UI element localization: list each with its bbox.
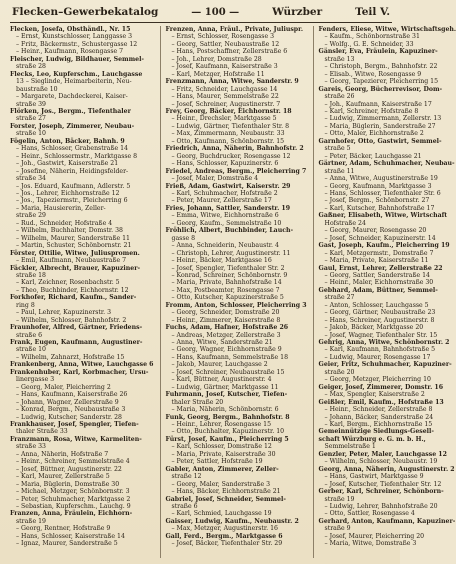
- directory-subentry: straße 19: [324, 495, 355, 503]
- directory-entry: Frankenhuber, Karl, Korbmacher, Ursu-: [10, 368, 149, 376]
- directory-subentry: – Paul, Lehrer, Kapuzinerstr. 3: [16, 309, 112, 317]
- directory-subentry: – Joh., Gastwirt, Kaiserstraße 21: [16, 160, 119, 168]
- directory-entry: Gareis, Georg, Bücherrevisor, Dom-: [318, 85, 443, 93]
- directory-subentry: – Michael, Metzger, Schönbornstr. 3: [16, 488, 130, 496]
- directory-entry: Fürst, Josef, Kaufm., Pleicherring 5: [165, 435, 289, 443]
- directory-entry: Förster, Ottilie, Witwe, Juliuspromen.: [10, 249, 140, 257]
- directory-entry: Garnhofer, Otto, Gastwirt, Semmel-: [318, 137, 442, 145]
- header-right-section: Teil V.: [355, 6, 390, 18]
- directory-subentry: – Ludwig, Maurer, Rosengasse 17: [324, 353, 431, 361]
- directory-entry: Friedel, Andreas, Bergm., Pleicherring 7: [165, 167, 307, 175]
- directory-subentry: – Otto, Sattler, Rosengasse 4: [324, 510, 415, 518]
- directory-subentry: – Ludwig, Gärtner, Tiefenthaler Str. 8: [171, 122, 290, 130]
- directory-subentry: – Maria, Private, Bahnhofstraße 14: [171, 279, 282, 287]
- column-1: [10, 26, 154, 558]
- directory-subentry: – Karl, Maurer, Zellerstraße 5: [16, 473, 110, 481]
- directory-subentry: straße 10: [16, 130, 46, 138]
- directory-subentry: – Hans, Schlosser, Tiefenthaler Str. 6: [324, 189, 441, 197]
- directory-subentry: – Sebastian, Kupferschm., Lauchg. 9: [16, 503, 131, 510]
- directory-entry: Geißler, Emil, Kaufm., Hofstraße 13: [318, 398, 444, 406]
- directory-entry: Gall, Ferd., Bergm., Marktgasse 6: [165, 532, 283, 540]
- directory-subentry: – Jos. Eduard, Kaufmann, Adlerstr. 5: [16, 182, 131, 190]
- directory-subentry: – Karl, Büttner, Augustinerstr. 4: [171, 376, 272, 384]
- directory-subentry: straße 28: [16, 63, 46, 71]
- directory-subentry: – Georg, Maler, Sanderstraße 3: [171, 480, 271, 488]
- directory-entry: Geier, Fritz, Schuhmacher, Kapuziner-: [318, 361, 452, 369]
- directory-subentry: – Karl, Schmied, Lauchgasse 19: [171, 510, 272, 518]
- directory-entry: Gehrig, Anna, Witwe, Schönbornstr. 2: [318, 339, 450, 347]
- directory-subentry: – Jakob, Bäcker, Marktgasse 20: [324, 324, 424, 332]
- directory-subentry: – Wilhelm, Maurer, Sanderstraße 11: [16, 234, 130, 242]
- directory-subentry: straße 33: [16, 443, 46, 451]
- directory-subentry: – Anna, Witwe, Augustinerstraße 19: [324, 175, 438, 183]
- directory-entry: Frey, Georg, Bäcker, Eichhornstr. 18: [165, 107, 292, 115]
- directory-subentry: – Heinr., Maler, Eichhornstraße 30: [324, 279, 434, 287]
- directory-subentry: straße 18: [16, 271, 46, 279]
- directory-subentry: – Wilhelm, Buchhalter, Domstr. 38: [16, 227, 123, 235]
- directory-entry: Franzen, Anna, Fräulein, Eichhorn-: [10, 510, 133, 518]
- directory-entry: Frieß, Adam, Gastwirt, Kaiserstr. 29: [165, 182, 291, 190]
- directory-subentry: – Josef, Kutscher, Tiefenthaler Str. 12: [324, 480, 442, 488]
- directory-subentry: straße 26: [324, 93, 355, 101]
- columns: [10, 26, 456, 558]
- directory-entry: Frenzen, Anna, Fräul., Private, Juliuspr.: [165, 26, 303, 33]
- directory-subentry: Hofstraße 24: [324, 219, 366, 227]
- column-2: [160, 26, 307, 558]
- directory-entry: Gerhard, Anton, Kaufmann, Kapuziner-: [318, 517, 456, 525]
- directory-subentry: – Hans, Kaufmann, Kaiserstraße 26: [16, 391, 128, 399]
- directory-subentry: – Wolfg., G. E. Schneider, 33: [324, 40, 414, 48]
- directory-subentry: straße 20: [324, 368, 355, 376]
- directory-subentry: straße 6: [171, 503, 198, 510]
- directory-subentry: – Karl, Zeichner, Rosenbachstr. 5: [16, 279, 120, 287]
- directory-entry: Gabriel, Josef, Schneider, Semmel-: [165, 495, 286, 503]
- directory-entry: Fröhlich, Albert, Buchbinder, Lauch-: [165, 227, 294, 235]
- directory-subentry: – Josef, Maurer, Pleicherring 20: [324, 532, 425, 540]
- directory-subentry: – Wilhelm, Zahnarzt, Hofstraße 15: [16, 353, 125, 361]
- directory-subentry: – Georg, Maurer, Rosengasse 20: [324, 227, 427, 235]
- directory-entry: Gebhard, Adam, Büttner, Semmel-: [318, 286, 438, 294]
- directory-subentry: ring 8: [16, 301, 35, 309]
- directory-subentry: – Josef, Büttner, Augustinerstr. 22: [16, 465, 122, 473]
- directory-subentry: – Konrad, Bergm., Neubaustraße 3: [16, 406, 126, 414]
- header-left-title: Flecken–Gewerbekatalog: [12, 6, 159, 18]
- directory-subentry: – Heinr., Drechsler, Marktgasse 5: [171, 115, 277, 123]
- header-rule: [10, 22, 392, 23]
- directory-subentry: – Hans, Schlosser, Grabenstraße 14: [16, 145, 128, 153]
- directory-subentry: – Karl, Schuhmacher, Hofstraße 2: [171, 189, 278, 197]
- directory-entry: Frank, Eugen, Kaufmann, Augustiner-: [10, 339, 143, 347]
- directory-subentry: – Wilhelm, Schlosser, Neubaustr. 19: [324, 458, 438, 466]
- directory-subentry: – Karl, Kaufmann, Bahnhofstraße 5: [324, 346, 436, 354]
- directory-entry: Fäckler, Albrecht, Brauer, Kapuziner-: [10, 264, 141, 272]
- directory-subentry: – Ludwig, Zimmermann, Zellerstr. 13: [324, 115, 442, 123]
- directory-entry: Friedrich, Anna, Näherin, Bahnhofstr. 2: [165, 145, 304, 153]
- directory-subentry: straße 29: [16, 212, 46, 220]
- directory-subentry: – Max, Zimmermann, Neubaustr. 33: [171, 130, 285, 138]
- directory-subentry: – Maria, Büglerin, Domstraße 30: [16, 480, 120, 488]
- directory-subentry: – Max, Spengler, Kaiserstraße 2: [324, 391, 425, 399]
- directory-subentry: – Christoph, Lehrer, Augustinerstr. 11: [171, 249, 291, 257]
- directory-subentry: – Georg, Kaufmann, Marktgasse 3: [324, 182, 432, 190]
- directory-subentry: – Georg, Metzger, Pleicherring 10: [324, 376, 431, 384]
- directory-subentry: – Hans, Postschaffner, Zellerstraße 6: [171, 48, 288, 56]
- directory-subentry: – Karl, Bergm., Eichhornstraße 15: [324, 421, 433, 429]
- directory-subentry: – Josef, Bergm., Schönbornstr. 27: [324, 197, 430, 205]
- directory-entry: Frankhauser, Josef, Spengler, Tiefen-: [10, 421, 139, 429]
- directory-subentry: – Hans, Gastwirt, Marktgasse 9: [324, 473, 424, 481]
- directory-entry: Fögelin, Anton, Bäcker, Bahnh. 9: [10, 137, 125, 145]
- directory-subentry: – Heinr., Kaufmann, Rosengasse 7: [16, 48, 124, 56]
- directory-subentry: – Maria, Witwe, Domstraße 3: [324, 540, 417, 548]
- directory-subentry: – Ignaz, Maurer, Sanderstraße 5: [16, 540, 118, 548]
- directory-subentry: – Maria, Private, Kaiserstraße 11: [324, 257, 429, 265]
- directory-entry: Flecken, Josefa, Obsthändl., Nr. 15: [10, 26, 131, 33]
- directory-subentry: – Maria, Hausiererin, Zeller-: [16, 204, 106, 212]
- directory-subentry: – Hans, Schreiner, Augustinerstr. 8: [324, 316, 435, 324]
- directory-subentry: straße 5: [324, 145, 351, 153]
- directory-subentry: straße 27: [16, 115, 46, 123]
- directory-subentry: straße 27: [324, 294, 355, 302]
- directory-subentry: – Fritz, Bäckermstr., Schustergasse 12: [16, 40, 138, 48]
- directory-subentry: – Karl, Metzger, Hofstraße 11: [171, 70, 265, 78]
- directory-subentry: straße 12: [171, 473, 202, 481]
- directory-subentry: – Josef, Wagner, Tiefenthaler Str. 15: [324, 331, 438, 339]
- directory-subentry: – Anton, Schlosser, Lauchgasse 5: [324, 301, 429, 309]
- header-center-right: Würzber: [272, 6, 323, 18]
- directory-subentry: – Peter, Maurer, Zellerstraße 17: [171, 197, 272, 205]
- directory-entry: Frankenberg, Anna, Witwe, Lauchgasse 6: [10, 361, 154, 369]
- directory-entry: Fromm, Anton, Schlosser, Pleicherring 3: [165, 301, 307, 309]
- directory-subentry: – Maria, Büglerin, Sanderstraße 27: [324, 122, 436, 130]
- directory-subentry: thaler Straße 33: [16, 428, 68, 436]
- directory-subentry: – Anna, Witwe, Sanderstraße 21: [171, 339, 273, 347]
- directory-subentry: – Otto, Maler, Eichhornstraße 2: [324, 130, 424, 138]
- directory-subentry: – Anna, Näherin, Hofstraße 7: [16, 450, 109, 458]
- directory-entry: Flörken, Jos., Bergm., Tiefenthaler: [10, 107, 131, 115]
- directory-subentry: – Heinr., Schlossermstr., Marktgasse 8: [16, 152, 138, 160]
- directory-subentry: – Max, Metzger, Augustinerstr. 16: [171, 525, 278, 533]
- directory-subentry: – Josefine, Näherin, Heidingsfelder-: [16, 167, 129, 175]
- directory-subentry: – Theo, Buchbinder, Eichhornstr. 12: [16, 286, 129, 294]
- directory-subentry: straße 34: [16, 175, 46, 183]
- directory-subentry: linergasse 3: [16, 376, 55, 384]
- directory-entry: Gabler, Anton, Zimmerer, Zeller-: [165, 465, 279, 473]
- directory-entry: Gast, Joseph, Kaufm., Pleicherring 19: [318, 242, 450, 250]
- directory-subentry: – Karl, Schlosser, Domstraße 12: [171, 443, 272, 451]
- directory-subentry: – Georg, Rentner, Hofstraße 9: [16, 525, 111, 533]
- directory-entry: Gerber, Karl, Schreiner, Schönborn-: [318, 488, 444, 496]
- directory-subentry: gasse 8: [171, 234, 196, 242]
- directory-subentry: – Ludwig, Lehrer, Bahnhofstraße 20: [324, 503, 438, 510]
- directory-subentry: – Georg, Tapezierer, Pleicherring 15: [324, 78, 439, 86]
- directory-subentry: – Heinr., Schneider, Zellerstraße 8: [324, 406, 433, 414]
- directory-entry: Funk, Georg, Bergm., Bahnhofstr. 8: [165, 413, 290, 421]
- directory-subentry: – Hans, Maurer, Semmelstraße 22: [171, 93, 279, 101]
- directory-subentry: – Heinr., Zimmerer, Kaiserstraße 8: [171, 316, 281, 324]
- directory-subentry: – Otto, Kutscher, Kapuzinerstraße 5: [171, 294, 284, 302]
- directory-subentry: – Hans, Bäcker, Eichhornstraße 21: [171, 488, 281, 496]
- directory-subentry: – Margarete, Dachdeckerei, Kaiser-: [16, 93, 128, 101]
- directory-subentry: – Peter, Bäcker, Lauchgasse 21: [324, 152, 422, 160]
- directory-subentry: – Johann, Wagner, Zellerstraße 9: [16, 398, 119, 406]
- directory-subentry: straße 10: [16, 346, 46, 354]
- directory-subentry: – Heinr., Bäcker, Marktgasse 16: [171, 257, 272, 265]
- directory-subentry: – Josef, Schreiner, Augustinerstr. 7: [171, 100, 281, 108]
- directory-entry: Gemeinnützige Siedlungs-Gesell-: [318, 428, 434, 436]
- directory-subentry: – Georg, Gärtner, Neubaustraße 23: [324, 309, 436, 317]
- directory-entry: Gänsler, Eva, Fräulein, Kapuziner-: [318, 48, 438, 56]
- directory-subentry: – Georg, Maler, Pleicherring 2: [16, 383, 111, 391]
- directory-subentry: – Ludwig, Kutscher, Sanderstr. 28: [16, 413, 122, 421]
- directory-entry: Fraunhofer, Alfred, Gärtner, Friedens-: [10, 324, 143, 332]
- directory-subentry: 13 – Sieglinde, Heimarbeiterin, Neu-: [16, 78, 132, 86]
- directory-subentry: – Karl, Metzgermstr., Domstraße 7: [324, 249, 434, 257]
- directory-entry: Frenzmann, Anna, Witwe, Sanderstr. 9: [165, 78, 299, 86]
- directory-subentry: – Rud., Schneider, Hofstraße 4: [16, 219, 113, 227]
- directory-subentry: – Peter, Sattler, Hofstraße 19: [171, 458, 263, 466]
- directory-subentry: – Hans, Kaufmann, Semmelstraße 18: [171, 353, 289, 361]
- directory-subentry: – Ernst, Kunstschlosser, Langgasse 3: [16, 33, 133, 41]
- directory-subentry: – Martin, Schuster, Schönbornstr. 21: [16, 242, 132, 250]
- directory-subentry: – Georg, Sattler, Sanderstraße 14: [324, 271, 430, 279]
- directory-subentry: – Georg, Sattler, Neubaustraße 12: [171, 40, 280, 48]
- directory-subentry: baustraße 10: [16, 85, 58, 93]
- directory-subentry: – Anna, Schneiderin, Neubaustr. 4: [171, 242, 279, 250]
- directory-subentry: Semmelstraße 1: [324, 443, 376, 451]
- directory-subentry: – Elisab., Witwe, Rosengasse 9: [324, 70, 422, 78]
- directory-subentry: – Josef, Spengler, Tiefenthaler Str. 2: [171, 264, 285, 272]
- directory-subentry: straße 9: [324, 525, 351, 533]
- directory-subentry: – Josef, Kaufmann, Kaiserstraße 3: [171, 63, 278, 71]
- directory-subentry: – Konrad, Schreiner, Schönbornstr. 9: [171, 271, 288, 279]
- directory-subentry: – Joh., Kaufmann, Kaiserstraße 17: [324, 100, 432, 108]
- directory-subentry: – Maria, Private, Kaiserstraße 30: [171, 450, 276, 458]
- directory-subentry: – Emma, Witwe, Eichhornstraße 6: [171, 212, 279, 220]
- directory-subentry: – Georg, Buchdrucker, Rosengasse 12: [171, 152, 291, 160]
- directory-subentry: – Jakob, Maurer, Lauchgasse 2: [171, 361, 268, 369]
- directory-subentry: – Hans, Schlosser, Kapuzinerstr. 6: [171, 160, 279, 168]
- directory-subentry: – Johann, Bäcker, Sanderstraße 24: [324, 413, 434, 421]
- directory-subentry: – Georg, Kaufm., Semmelstraße 10: [171, 219, 282, 227]
- directory-subentry: – Josef, Bäcker, Tiefenthaler Str. 29: [171, 540, 283, 548]
- page-number: — 100 —: [191, 7, 240, 18]
- directory-subentry: – Jos., Lehrer, Eichhornstraße 12: [16, 189, 120, 197]
- directory-subentry: – Hans, Schlosser, Kaiserstraße 14: [16, 532, 125, 540]
- directory-subentry: – Josef, Schreiner, Neubaustraße 15: [171, 368, 285, 376]
- directory-entry: Geiger, Josef, Zimmerer, Domstr. 16: [318, 383, 444, 391]
- directory-entry: Gaul, Ernst, Lehrer, Zellerstraße 22: [318, 264, 443, 272]
- directory-subentry: straße 11: [324, 167, 355, 175]
- running-header: [10, 6, 392, 20]
- directory-subentry: – Maria, Näherin, Schönbornstr. 6: [171, 406, 279, 414]
- directory-subentry: straße 19: [16, 517, 46, 525]
- directory-subentry: straße 6: [16, 331, 43, 339]
- directory-entry: Georg, Anna, Näherin, Augustinerstr. 2: [318, 465, 455, 473]
- directory-entry: Forkhofer, Richard, Kaufm., Sander-: [10, 294, 137, 302]
- directory-subentry: – Heinr., Schreiner, Semmelstraße 4: [16, 458, 130, 466]
- directory-subentry: – Josef, Schneider, Kapuzinerstr. 14: [324, 234, 436, 242]
- directory-subentry: – Otto, Kaufmann, Schönbornstr. 15: [171, 137, 285, 145]
- directory-subentry: – Peter, Schuhmacher, Marktgasse 2: [16, 495, 131, 503]
- directory-subentry: – Wilhelm, Schlosser, Bahnhofstr. 2: [16, 316, 127, 324]
- directory-subentry: – Otto, Buchhalter, Kapuzinerstr. 10: [171, 428, 285, 436]
- directory-subentry: – Jos., Tapeziermstr., Pleicherring 6: [16, 197, 128, 205]
- directory-subentry: thaler Straße 20: [171, 398, 224, 406]
- column-3: [313, 26, 456, 558]
- directory-subentry: straße 39: [16, 100, 46, 108]
- directory-entry: Gaßner, Elisabeth, Witwe, Wirtschaft: [318, 212, 448, 220]
- directory-entry: Franzmann, Rosa, Witwe, Karmeliten-: [10, 435, 142, 443]
- directory-subentry: – Max, Postbeamter, Rosengasse 7: [171, 286, 280, 294]
- directory-subentry: – Heinr., Lehrer, Rosengasse 15: [171, 421, 272, 429]
- directory-entry: Genzler, Peter, Maler, Lauchgasse 12: [318, 450, 447, 458]
- directory-subentry: – Joh., Lehrer, Domstraße 28: [171, 55, 262, 63]
- directory-subentry: – Ludwig, Gärtner, Marktgasse 11: [171, 383, 279, 391]
- directory-entry: Forster, Joseph, Zimmerer, Neubau-: [10, 122, 135, 130]
- directory-subentry: – Georg, Schneider, Domstraße 20: [171, 309, 280, 317]
- directory-entry: Gaisser, Ludwig, Kaufm., Neubaustr. 2: [165, 517, 299, 525]
- directory-subentry: – Fritz, Schneider, Lauchgasse 14: [171, 85, 278, 93]
- directory-entry: Fries, Johann, Sattler, Sanderstr. 19: [165, 204, 291, 212]
- directory-entry: schaft Würzburg e. G. m. b. H.,: [318, 435, 426, 443]
- directory-subentry: – Kaufm., Schönbornstraße 31: [324, 33, 420, 41]
- directory-subentry: – Georg, Wagner, Eichhornstraße 9: [171, 346, 282, 354]
- directory-subentry: – Karl, Kutscher, Bahnhofstraße 17: [324, 204, 435, 212]
- directory-subentry: straße 13: [324, 55, 355, 63]
- directory-entry: Fuhrmann, Josef, Kutscher, Tiefen-: [165, 391, 288, 399]
- directory-subentry: – Ernst, Schlosser, Rosengasse 3: [171, 33, 275, 41]
- directory-entry: Flecks, Leo, Kupferschm., Lauchgasse: [10, 70, 143, 78]
- directory-entry: Gärtner, Adam, Schuhmacher, Neubau-: [318, 160, 455, 168]
- directory-subentry: – Karl, Schreiner, Hofstraße 8: [324, 107, 419, 115]
- directory-entry: Fenders, Eliese, Witwe, Wirtschaftsgeh.: [318, 26, 456, 33]
- directory-subentry: – Emil, Kaufmann, Neubaustraße 7: [16, 257, 127, 265]
- directory-subentry: – Josef, Maler, Domstraße 4: [171, 175, 259, 183]
- directory-subentry: – Andreas, Metzger, Zellerstraße 3: [171, 331, 281, 339]
- directory-subentry: – Christoph, Bergm., Bahnhofstr. 22: [324, 63, 438, 71]
- directory-entry: Fleischer, Ludwig, Bildhauer, Semmel-: [10, 55, 144, 63]
- directory-entry: Fuchs, Adam, Hafner, Hofstraße 26: [165, 324, 289, 332]
